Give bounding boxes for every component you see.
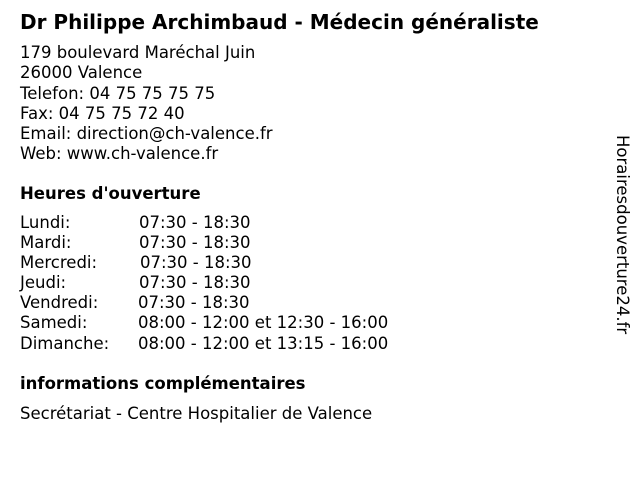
info-heading: informations complémentaires	[20, 374, 306, 393]
fax-number: Fax: 04 75 75 72 40	[20, 103, 185, 123]
site-watermark	[611, 135, 633, 345]
time-range: 07:30 - 18:30	[139, 213, 251, 232]
time-range: 07:30 - 18:30	[140, 253, 252, 273]
hours-heading: Heures d'ouverture	[20, 184, 201, 203]
day-label: Lundi:	[20, 213, 71, 232]
day-label: Dimanche:	[20, 333, 110, 353]
day-label: Jeudi:	[20, 273, 67, 293]
contact-block	[20, 43, 273, 165]
time-range: 07:30 - 18:30	[139, 273, 251, 293]
day-label: Vendredi:	[20, 293, 99, 313]
time-range: 08:00 - 12:00 et 13:15 - 16:00	[138, 333, 389, 353]
page-title: Dr Philippe Archimbaud - Médecin généraliste	[20, 10, 539, 34]
phone-number: Telefon: 04 75 75 75 75	[20, 83, 216, 103]
city-address: 26000 Valence	[20, 63, 143, 83]
email-address: Email: direction@ch-valence.fr	[20, 124, 273, 144]
day-label: Mercredi:	[20, 253, 98, 273]
watermark-text: Horairesdouverture24.fr	[613, 135, 632, 335]
day-label: Mardi:	[20, 233, 72, 253]
info-text: Secrétariat - Centre Hospitalier de Valence	[20, 404, 373, 423]
time-range: 07:30 - 18:30	[138, 293, 250, 313]
time-range: 08:00 - 12:00 et 12:30 - 16:00	[138, 313, 389, 333]
time-range: 07:30 - 18:30	[139, 233, 251, 253]
street-address: 179 boulevard Maréchal Juin	[20, 43, 256, 62]
web-address: Web: www.ch-valence.fr	[20, 144, 219, 164]
day-label: Samedi:	[20, 313, 88, 333]
